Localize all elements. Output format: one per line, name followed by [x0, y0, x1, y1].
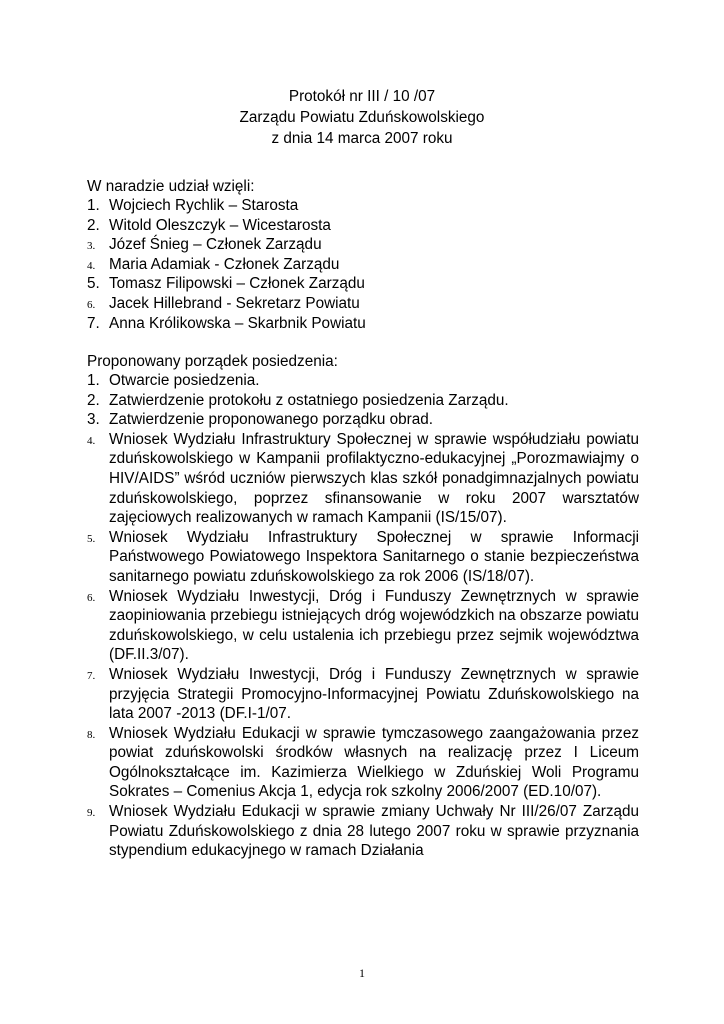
- list-item-text: Tomasz Filipowski – Członek Zarządu: [109, 275, 365, 293]
- protocol-subtitle: Zarządu Powiatu Zduńskowolskiego: [239, 109, 485, 126]
- list-item-text: Józef Śnieg – Członek Zarządu: [109, 236, 322, 254]
- list-item-text: Zatwierdzenie protokołu z ostatniego posiedzenia Zarządu.: [109, 391, 509, 409]
- list-item: [87, 371, 639, 391]
- list-item: [87, 430, 639, 528]
- list-item-number: 6.: [87, 591, 96, 604]
- list-item-number: 5.: [87, 275, 100, 293]
- list-item-number: 5.: [87, 532, 96, 545]
- agenda-list: [87, 371, 639, 861]
- list-item-text: Zatwierdzenie proponowanego porządku obrad.: [109, 411, 433, 429]
- list-item-text: Jacek Hillebrand - Sekretarz Powiatu: [109, 294, 360, 312]
- agenda-heading: Proponowany porządek posiedzenia:: [87, 353, 338, 370]
- list-item-number: 3.: [87, 411, 100, 429]
- list-item-text: Wniosek Wydziału Infrastruktury Społecznej w sprawie współudziału powiatu zduńskowolskiego w Kampanii profilaktyczno-edukacyjnej „Porozmawiajmy o HIV/AIDS” wśród uczniów pierwszych klas szkół ponadgimnazjalnych powiatu zduńskowolskiego, poprzez sfinansowanie w roku 2007 warsztatów zajęciowych realizowanych w ramach Kampanii (IS/15/07).: [109, 430, 639, 527]
- list-item-text: Otwarcie posiedzenia.: [109, 372, 260, 389]
- list-item: [87, 528, 639, 587]
- list-item-number: 7.: [87, 669, 96, 682]
- list-item-number: 2.: [87, 391, 100, 409]
- protocol-date: z dnia 14 marca 2007 roku: [271, 130, 453, 147]
- list-item: [87, 294, 639, 314]
- list-item: [87, 216, 639, 236]
- list-item: [87, 665, 639, 724]
- list-item: [87, 274, 639, 294]
- attendees-heading: W naradzie udział wzięli:: [87, 178, 255, 195]
- list-item-number: 4.: [87, 434, 96, 447]
- list-item-number: 2.: [87, 216, 100, 234]
- list-item-number: 1.: [87, 197, 100, 214]
- list-item-text: Maria Adamiak - Członek Zarządu: [109, 255, 340, 273]
- list-item-text: Wniosek Wydziału Infrastruktury Społecznej w sprawie Informacji Państwowego Powiatowego Inspektora Sanitarnego o stanie bezpieczeństwa sanitarnego powiatu zduńskowolskiego za rok 2006 (IS/18/07).: [109, 528, 639, 585]
- page-number: 1: [359, 966, 365, 980]
- list-item: [87, 235, 639, 255]
- list-item: [87, 410, 639, 430]
- list-item: [87, 802, 639, 861]
- protocol-title: Protokół nr III / 10 /07: [288, 88, 436, 105]
- protocol-header: [0, 86, 724, 149]
- list-item-number: 6.: [87, 298, 96, 311]
- list-item: [87, 724, 639, 802]
- list-item-number: 3.: [87, 240, 96, 253]
- attendees-list: [87, 196, 639, 333]
- list-item: [87, 255, 639, 275]
- list-item-text: Wniosek Wydziału Edukacji w sprawie tymczasowego zaangażowania przez powiat zduńskowolski środków własnych na realizację przez I Liceum Ogólnokształcące im. Kazimierza Wielkiego w Zduńskiej Woli Programu Sokrates – Comenius Akcja 1, edycja rok szkolny 2006/2007 (ED.10/07).: [109, 724, 639, 801]
- list-item: [87, 587, 639, 665]
- list-item-text: Witold Oleszczyk – Wicestarosta: [109, 216, 331, 234]
- list-item-text: Wniosek Wydziału Inwestycji, Dróg i Funduszy Zewnętrznych w sprawie zaopiniowania przebiegu istniejących dróg wojewódzkich na obszarze powiatu zduńskowolskiego, w celu ustalenia ich przebiegu przez sejmik województwa (DF.II.3/07).: [109, 587, 639, 664]
- list-item-number: 4.: [87, 259, 96, 272]
- list-item-number: 1.: [87, 372, 100, 389]
- list-item: [87, 391, 639, 411]
- list-item-text: Anna Królikowska – Skarbnik Powiatu: [109, 314, 366, 332]
- list-item-number: 7.: [87, 314, 100, 332]
- list-item: [87, 314, 639, 334]
- list-item-text: Wojciech Rychlik – Starosta: [109, 197, 299, 214]
- list-item-number: 8.: [87, 728, 96, 741]
- list-item-text: Wniosek Wydziału Edukacji w sprawie zmiany Uchwały Nr III/26/07 Zarządu Powiatu Zduńskowolskiego z dnia 28 lutego 2007 roku w sprawie przyznania stypendium edukacyjnego w ramach Działania: [109, 803, 639, 860]
- list-item: [87, 196, 639, 216]
- list-item-text: Wniosek Wydziału Inwestycji, Dróg i Funduszy Zewnętrznych w sprawie przyjęcia Strategii Promocyjno-Informacyjnej Powiatu Zduńskowolskiego na lata 2007 -2013 (DF.I-1/07.: [109, 665, 639, 723]
- list-item-number: 9.: [87, 807, 96, 820]
